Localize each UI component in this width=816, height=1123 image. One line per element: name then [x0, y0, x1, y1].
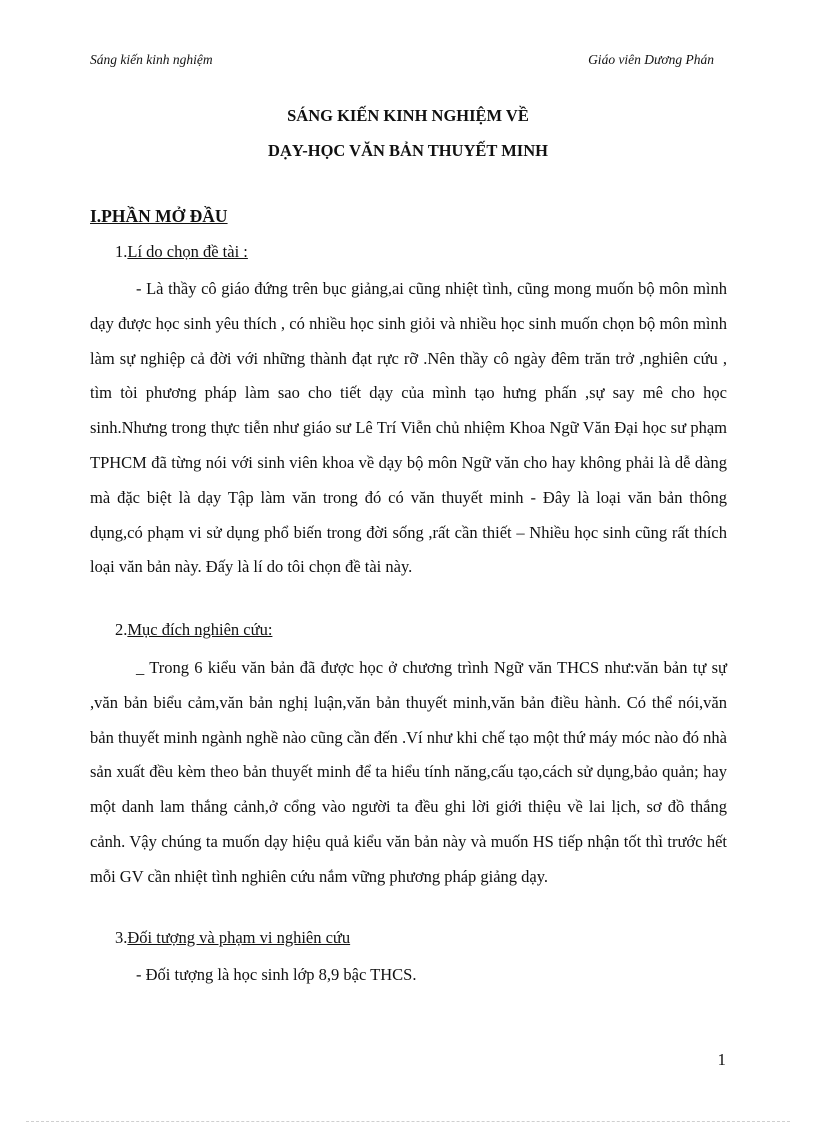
subheading-2-label: Mục đích nghiên cứu:: [127, 620, 273, 639]
title-line-1: SÁNG KIẾN KINH NGHIỆM VỀ: [287, 106, 529, 125]
subheading-3-label: Đối tượng và phạm vi nghiên cứu: [127, 928, 351, 947]
section-heading: I.PHẦN MỞ ĐẦU: [90, 206, 228, 226]
subheading-1-label: Lí do chọn đề tài :: [127, 242, 248, 261]
subheading-2-number: 2.: [115, 620, 128, 639]
header-left: Sáng kiến kinh nghiệm: [90, 52, 213, 67]
subheading-2: [115, 620, 272, 640]
paragraph-1: - Là thầy cô giáo đứng trên bục giảng,ai cũng nhiệt tình, cũng mong muốn bộ môn mình dạy được học sinh yêu thích , có nhiều học sinh giỏi và nhiều học sinh muốn chọn bộ môn mình làm sự nghiệp cả đời với những thành đạt rực rỡ .Nên thầy cô ngày đêm trăn trở ,nghiên cứu , tìm tòi phương pháp làm sao cho tiết dạy của mình tạo hưng phấn ,sự say mê cho học sinh.Nhưng trong thực tiễn như giáo sư Lê Trí Viễn chủ nhiệm Khoa Ngữ Văn Đại học sư phạm TPHCM đã từng nói với sinh viên khoa về dạy bộ môn Ngữ văn cho hay không phải là dễ dàng mà đặc biệt là dạy Tập làm văn trong đó có văn thuyết minh - Đây là loại văn bản thông dụng,có phạm vi sử dụng phổ biến trong đời sống ,rất cần thiết – Nhiều học sinh cũng rất thích loại văn bản này. Đấy là lí do tôi chọn đề tài này.: [90, 279, 727, 577]
paragraph-3: - Đối tượng là học sinh lớp 8,9 bậc THCS.: [136, 965, 417, 984]
page-number: 1: [717, 1050, 726, 1069]
subheading-3-number: 3.: [115, 928, 128, 947]
subheading-3: [115, 928, 350, 948]
subheading-1-number: 1.: [115, 242, 128, 261]
page-bottom-divider: [26, 1121, 790, 1122]
header-right: Giáo viên Dương Phán: [588, 52, 714, 67]
subheading-1: [115, 242, 248, 262]
title-line-2: DẠY-HỌC VĂN BẢN THUYẾT MINH: [268, 141, 548, 160]
paragraph-2: _ Trong 6 kiểu văn bản đã được học ở chương trình Ngữ văn THCS như:văn bản tự sự ,văn bản biểu cảm,văn bản nghị luận,văn bản thuyết minh,văn bản điều hành. Có thể nói,văn bản thuyết minh ngành nghề nào cũng cần đến .Ví như khi chế tạo một thứ máy móc nào đó nhà sản xuất đều kèm theo bản thuyết minh để ta hiểu tính năng,cấu tạo,cách sử dụng,bảo quản; hay một danh lam thắng cảnh,ở cổng vào người ta đều ghi lời giới thiệu về lai lịch, sơ đồ thắng cảnh. Vậy chúng ta muốn dạy hiệu quả kiểu văn bản này và muốn HS tiếp nhận tốt thì trước hết mỗi GV cần nhiệt tình nghiên cứu nắm vững phương pháp giảng dạy.: [90, 658, 727, 886]
